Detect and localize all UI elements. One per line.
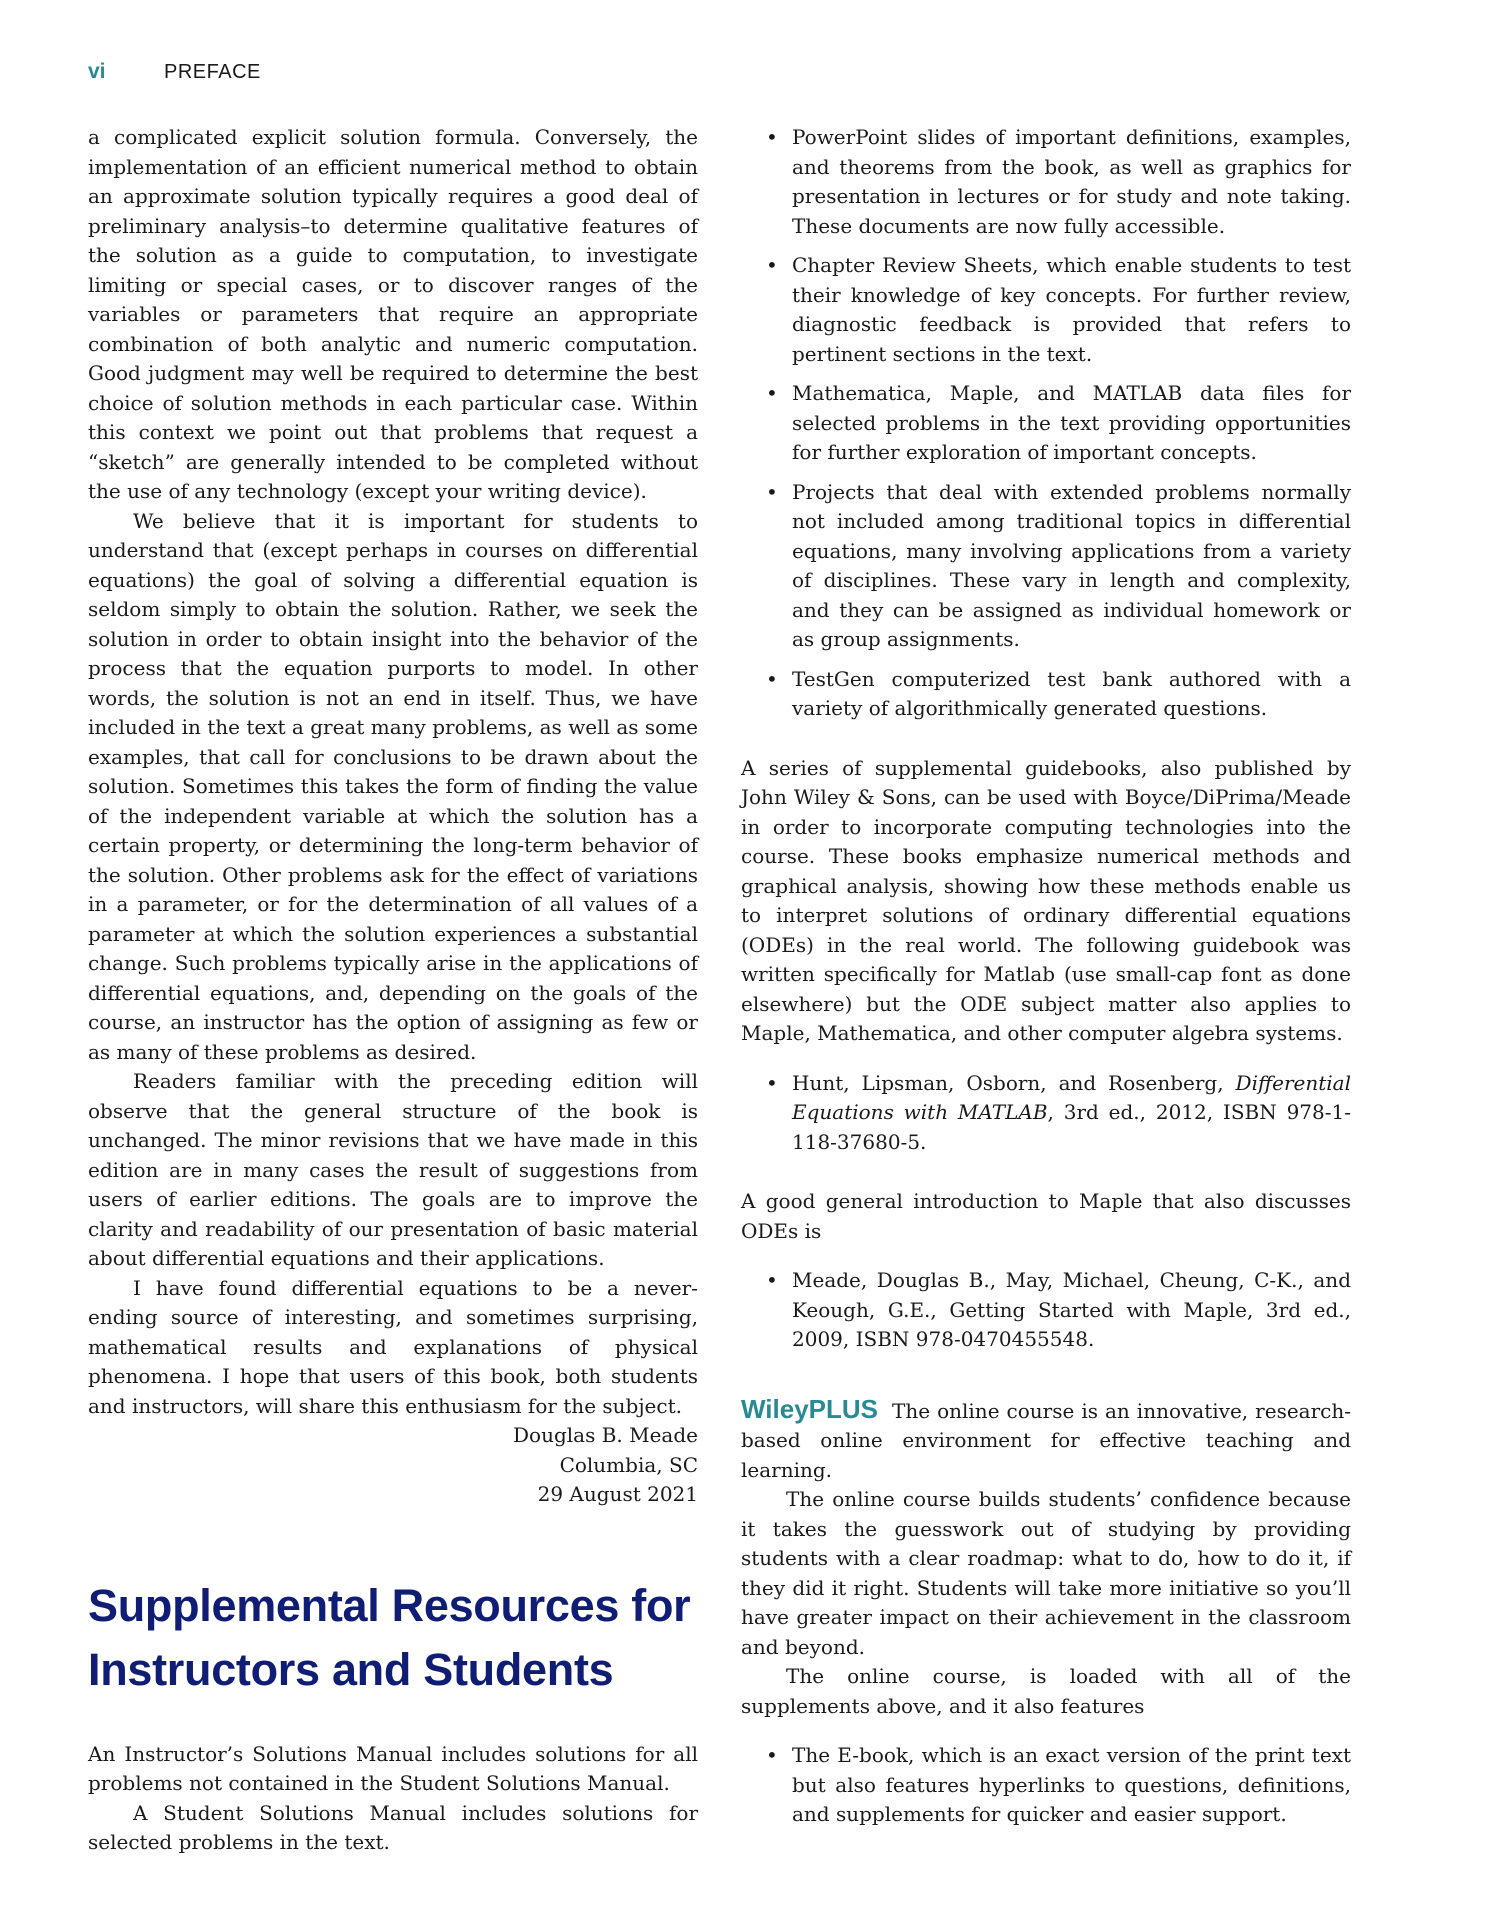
left-column — [88, 123, 698, 1858]
page-number: vi — [88, 60, 106, 83]
features-list — [741, 1741, 1351, 1830]
signature-name: Douglas B. Meade — [513, 1423, 698, 1447]
wileyplus-label: WileyPLUS — [741, 1393, 879, 1424]
bullet-icon: • — [766, 479, 778, 504]
list-item: • TestGen computerized test bank authored with a variety of algorithmically generated questions. — [766, 666, 1351, 720]
list-item: • Projects that deal with extended problems normally not included among traditional topics in differential equations, many involving applications from a variety of disciplines. These vary in length and complexity, and they can be assigned as individual homework or as group assignments. — [766, 479, 1351, 651]
paragraph: The online course, is loaded with all of the supplements above, and it also features — [741, 1664, 1351, 1718]
running-head: PREFACE — [164, 61, 261, 83]
reference-title: Differential Equations with MATLAB — [792, 1070, 1351, 1124]
paragraph: An Instructor’s Solutions Manual includes solutions for all problems not contained in the Student Solutions Manual. — [88, 1741, 698, 1795]
signature-block — [88, 1421, 698, 1510]
signature-place: Columbia, SC — [559, 1452, 698, 1477]
bullet-icon: • — [766, 1070, 778, 1095]
bullet-icon: • — [766, 1743, 778, 1767]
list-item: • Chapter Review Sheets, which enable students to test their knowledge of key concepts. For further review, diagnostic feedback is provided that refers to pertinent sections in the text. — [766, 253, 1351, 366]
paragraph: A Student Solutions Manual includes solutions for selected problems in the text. — [88, 1800, 698, 1854]
list-item: • The E-book, which is an exact version of the print text but also features hyperlinks to questions, definitions, and supplements for quicker and easier support. — [766, 1743, 1351, 1826]
right-column — [741, 123, 1351, 1840]
paragraph: We believe that it is important for students to understand that (except perhaps in courses on differential equations) the goal of solving a differential equation is seldom simply to obtain the solution. Rather, we seek the solution in order to obtain insight into the behavior of the process that the equation purports to model. In other words, the solution is not an end in itself. Thus, we have included in the text a great many problems, as well as some examples, that call for conclusions to be drawn about the solution. Sometimes this takes the form of finding the value of the independent variable at which the solution has a certain property, or determining the long-term behavior of the solution. Other problems ask for the effect of variations in a parameter, or for the determination of all values of a parameter at which the solution experiences a substantial change. Such problems typically arise in the applications of differential equations, and, depending on the goals of the course, an instructor has the option of assigning as few or as many of these problems as desired. — [88, 508, 698, 1064]
paragraph: A series of supplemental guidebooks, also published by John Wiley & Sons, can be used with Boyce/DiPrima/Meade in order to incorporate computing technologies into the course. These books emphasize numerical methods and graphical analysis, showing how these methods enable us to interpret solutions of ordinary differential equations (ODEs) in the real world. The following guidebook was written specifically for Matlab (use small-cap font as done elsewhere) but the ODE subject matter also applies to Maple, Mathematica, and other computer algebra systems. — [741, 755, 1351, 1045]
paragraph: The online course builds students’ confidence because it takes the guesswork out of studying by providing students with a clear roadmap: what to do, how to do it, if they did it right. Students will take more initiative so you’ll have greater impact on their achievement in the classroom and beyond. — [741, 1487, 1351, 1659]
bullet-icon: • — [766, 666, 778, 691]
paragraph: I have found differential equations to be a never-ending source of interesting, and sometimes surprising, mathematical results and explanations of physical phenomena. I hope that users of this book, both students and instructors, will share this enthusiasm for the subject. — [88, 1275, 698, 1418]
reference-details: , 3rd ed., 2012, ISBN 978-1-118-37680-5. — [792, 1100, 1351, 1154]
signature-date: 29 August 2021 — [537, 1482, 698, 1506]
list-item: • Mathematica, Maple, and MATLAB data files for selected problems in the text providing opportunities for further exploration of important concepts. — [766, 381, 1351, 464]
reference-authors: Hunt, Lipsman, Osborn, and Rosenberg, — [792, 1070, 1236, 1095]
reference-list — [741, 1069, 1351, 1158]
bullet-icon: • — [766, 253, 778, 277]
bullet-icon: • — [766, 381, 778, 405]
paragraph: Readers familiar with the preceding edition will observe that the general structure of the book is unchanged. The minor revisions that we have made in this edition are in many cases the result of suggestions from users of earlier editions. The goals are to improve the clarity and readability of our presentation of basic material about differential equations and their applications. — [88, 1069, 698, 1270]
bullet-icon: • — [766, 1268, 778, 1292]
paragraph: a complicated explicit solution formula. Conversely, the implementation of an efficient numerical method to obtain an approximate solution typically requires a good deal of preliminary analysis–to determine qualitative features of the solution as a guide to computation, to investigate limiting or special cases, or to discover ranges of the variables or parameters that require an appropriate combination of both analytic and numeric computation. Good judgment may well be required to determine the best choice of solution methods in each particular case. Within this context we point out that problems that request a “sketch” are generally intended to be completed without the use of any technology (except your writing device). — [88, 125, 698, 503]
reference-item — [741, 1069, 1351, 1158]
reference-list — [741, 1266, 1351, 1355]
bullet-icon: • — [766, 125, 778, 149]
list-item: • PowerPoint slides of important definitions, examples, and theorems from the book, as well as graphics for presentation in lectures or for study and note taking. These documents are now fully accessible. — [766, 125, 1351, 238]
paragraph: WileyPLUS The online course is an innovative, research-based online environment for effective teaching and learning. — [741, 1393, 1351, 1482]
reference-item: • Meade, Douglas B., May, Michael, Cheung, C-K., and Keough, G.E., Getting Started with Maple, 3rd ed., 2009, ISBN 978-0470455548. — [766, 1268, 1351, 1351]
section-title: Supplemental Resources for Instructors and Students — [88, 1579, 691, 1695]
paragraph: A good general introduction to Maple that also discusses ODEs is — [741, 1189, 1351, 1243]
supplements-list — [741, 123, 1351, 724]
